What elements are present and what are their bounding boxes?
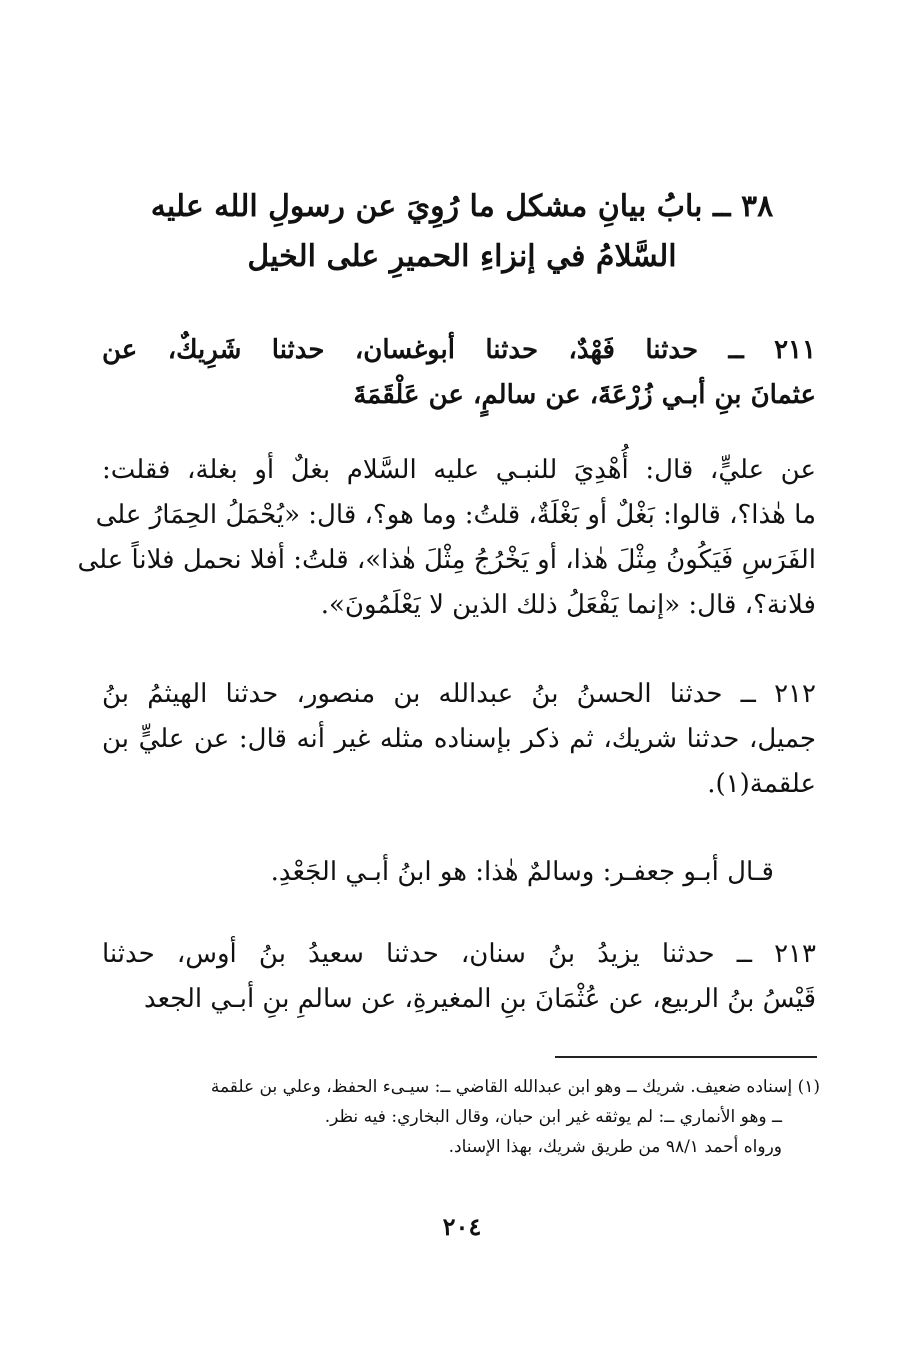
text-line: ما هٰذا؟، قالوا: بَغْلٌ أو بَغْلَةٌ، قلتُ: وما هو؟، قال: «يُحْمَلُ الحِمَارُ على	[95, 500, 816, 530]
text-line: ٢١٣ ــ حدثنا يزيدُ بنُ سنان، حدثنا سعيدُ بنُ أوس، حدثنا	[102, 939, 816, 969]
text-line: علقمة(١).	[707, 769, 816, 799]
page-number: ٢٠٤	[442, 1212, 482, 1241]
hadith-211-matn	[77, 448, 816, 628]
hadith-213	[102, 932, 816, 1022]
footnote-line: ــ وهو الأنماري ــ: لم يوثقه غير ابن حبان، وقال البخاري: فيه نظر.	[324, 1107, 782, 1127]
footnote-line: ورواه أحمد ٩٨/١ من طريق شريك، بهذا الإسناد.	[448, 1137, 782, 1157]
text-line: فلانة؟، قال: «إنما يَفْعَلُ ذلك الذين لا يَعْلَمُونَ».	[320, 590, 816, 620]
abu-jafar-note	[60, 850, 774, 895]
text-line: الفَرَسِ فَيَكُونُ مِثْلَ هٰذا، أو يَخْرُجُ مِثْلَ هٰذا»، قلتُ: أفلا نحمل فلاناً على	[77, 545, 816, 575]
text-line: ٢١١ ــ حدثنا فَهْدٌ، حدثنا أبوغسان، حدثنا شَرِيكٌ، عن	[102, 335, 816, 365]
text-line: ٢١٢ ــ حدثنا الحسنُ بنُ عبدالله بن منصور، حدثنا الهيثمُ بنُ	[102, 679, 816, 709]
text-line: عثمانَ بنِ أبـي زُرْعَةَ، عن سالمٍ، عن عَلْقَمَةَ	[353, 380, 816, 410]
footnote-line: (١) إسناده ضعيف. شريك ــ وهو ابن عبدالله القاضي ــ: سيـىء الحفظ، وعلي بن علقمة	[210, 1077, 820, 1097]
hadith-212	[102, 672, 816, 807]
chapter-title-line: ٣٨ ــ بابُ بيانِ مشكل ما رُوِيَ عن رسولِ الله عليه	[150, 189, 774, 224]
chapter-title-line: السَّلامُ في إنزاءِ الحميرِ على الخيل	[247, 239, 677, 274]
text-line: جميل، حدثنا شريك، ثم ذكر بإسناده مثله غير أنه قال: عن عليٍّ بن	[102, 724, 816, 754]
footnote-separator	[555, 1056, 817, 1058]
text-line: قـال أبـو جعفـر: وسالمٌ هٰذا: هو ابنُ أبـي الجَعْدِ.	[270, 857, 774, 887]
text-line: قَيْسُ بنُ الربيع، عن عُثْمَانَ بنِ المغيرةِ، عن سالمِ بنِ أبـي الجعد	[144, 984, 816, 1014]
footnotes	[106, 1072, 820, 1162]
text-line: عن عليٍّ، قال: أُهْدِيَ للنبـي عليه السَّلام بغلٌ أو بغلة، فقلت:	[102, 455, 816, 485]
chapter-title	[100, 182, 824, 282]
hadith-211-isnad	[102, 328, 816, 418]
